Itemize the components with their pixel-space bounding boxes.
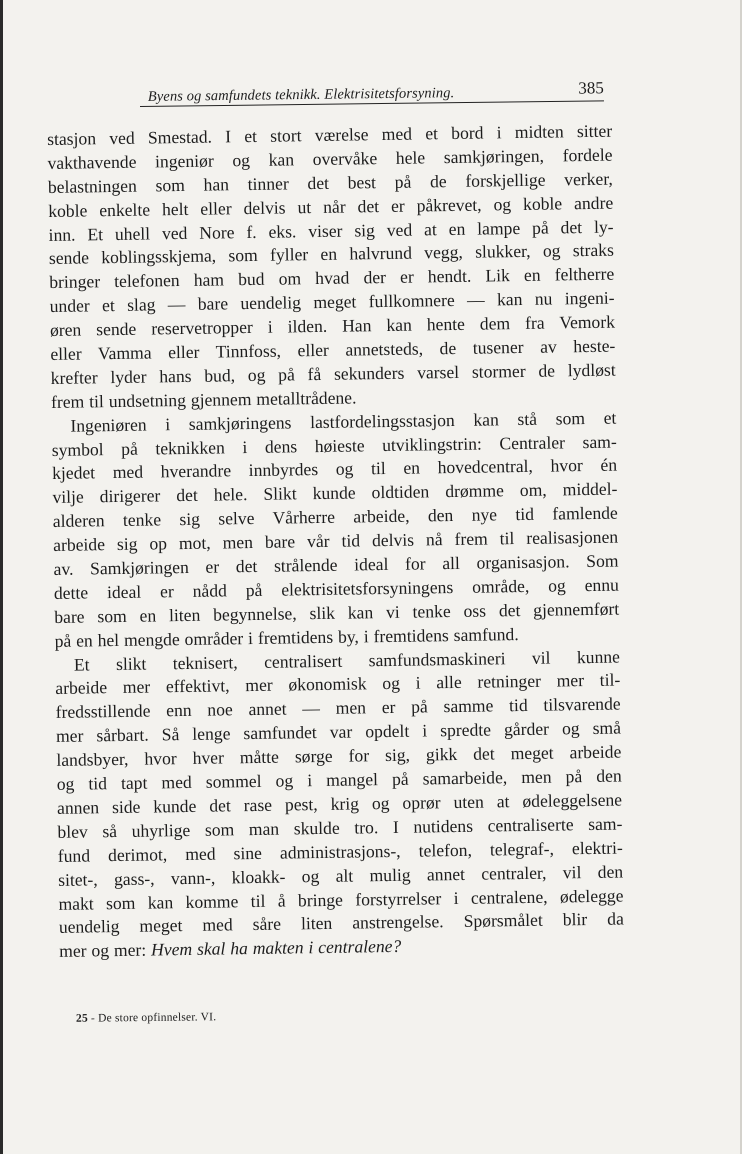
text-line-content: inn. Et uhell ved Nore f. eks. viser sig ved at en lampe på det ly- bbox=[48, 216, 614, 245]
text-line-content: uendelig meget med såre liten anstrengelse. Spørsmålet blir da bbox=[58, 908, 624, 938]
emphasized-question: Hvem skal ha makten i centralene? bbox=[150, 936, 402, 960]
text-line-content: arbeide mer effektivt, mer økonomisk og i alle retninger mer til- bbox=[55, 670, 621, 699]
text-line-content: eller Vamma eller Tinnfoss, eller annetsteds, de tusener av heste- bbox=[50, 335, 616, 364]
text-line-content: Ingeniøren i samkjøringens lastfordelingsstasjon kan stå som et bbox=[70, 407, 617, 436]
page-number: 385 bbox=[578, 78, 604, 98]
text-line-content: fredsstillende enn noe annet — men er på samme tid tilsvarende bbox=[55, 693, 621, 723]
running-title: Byens og samfundets teknikk. Elektrisitetsforsyning. bbox=[147, 85, 455, 105]
body-text bbox=[47, 120, 624, 964]
text-line-content: fund derimot, med sine administrasjons-, telefon, telegraf-, elektri- bbox=[57, 837, 623, 866]
text-line-content: Et slikt teknisert, centralisert samfundsmaskineri vil kunne bbox=[73, 646, 621, 675]
text-line-content: stasjon ved Smestad. I et stort værelse med et bord i midten sitter bbox=[47, 120, 613, 149]
sheet-number: 25 bbox=[75, 1012, 88, 1025]
text-line-content: bringer telefonen ham bud om hvad der er hendt. Lik en feltherre bbox=[49, 263, 615, 293]
text-line-content: vilje dirigerer det hele. Slikt kunde oldtiden drømme om, middel- bbox=[52, 478, 618, 508]
text-line-content: sitet-, gass-, vann-, kloakk- og alt mulig annet centraler, vil den bbox=[58, 861, 624, 890]
text-line-content: vakthavende ingeniør og kan overvåke hele samkjøringen, fordele bbox=[47, 144, 613, 173]
text-line-content: og tid tapt med sommel og i mangel på samarbeide, men på den bbox=[56, 765, 622, 794]
text-line-content: sende koblingsskjema, som fyller en halvrund vegg, slukker, og straks bbox=[48, 240, 615, 269]
text-line-content: arbeide sig op mot, men bare vår tid delvis nå frem til realisasjonen bbox=[53, 526, 619, 556]
text-line-content: på en hel mengde områder i fremtidens by, i fremtidens samfund. bbox=[54, 623, 519, 651]
text-line-content: mer og mer: bbox=[59, 939, 152, 962]
footer bbox=[76, 1011, 216, 1024]
text-line-content: frem til undsetning gjennem metalltrådene. bbox=[50, 387, 357, 412]
text-line-content: blev så uhyrlige som man skulde tro. I nutidens centraliserte sam- bbox=[57, 813, 623, 842]
text-line-content: alderen tenke sig selve Vårherre arbeide, den nye tid famlende bbox=[52, 502, 618, 532]
text-line-content: landsbyer, hvor hver måtte sørge for sig, gikk det meget arbeide bbox=[56, 741, 622, 771]
text-line-content: av. Samkjøringen er det strålende ideal for all organisasjon. Som bbox=[53, 550, 619, 579]
text-line-content: dette ideal er nådd på elektrisitetsforsyningens område, og ennu bbox=[53, 574, 619, 603]
text-line-content: makt som kan komme til å bringe forstyrrelser i centralene, ødelegge bbox=[58, 885, 624, 914]
footer-text: - De store opfinnelser. VI. bbox=[90, 1011, 217, 1025]
text-line-content: under et slag — bare uendelig meget fullkomnere — kan nu ingeni- bbox=[49, 287, 615, 317]
text-line-content: bare som en liten begynnelse, slik kan vi tenke oss det gjennemført bbox=[54, 598, 620, 627]
text-line-content: øren sende reservetropper i ilden. Han kan hente dem fra Vemork bbox=[49, 311, 616, 341]
text-line-content: kjedet med hverandre innbyrdes og til en hovedcentral, hvor én bbox=[51, 455, 618, 484]
text-line-content: annen side kunde det rase pest, krig og oprør uten at ødeleggelsene bbox=[56, 789, 623, 818]
text-line-content: symbol på teknikken i dens høieste utviklingstrin: Centraler sam- bbox=[51, 431, 617, 460]
text-line-content: belastningen som han tinner det best på de forskjellige verker, bbox=[47, 168, 613, 197]
text-line-content: krefter lyder hans bud, og på få sekunders varsel stormer de lydløst bbox=[50, 359, 616, 388]
text-line-content: mer sårbart. Så lenge samfundet var opdelt i spredte gårder og små bbox=[55, 717, 622, 747]
text-line-content: koble enkelte helt eller delvis ut når det er påkrevet, og koble andre bbox=[48, 192, 614, 221]
